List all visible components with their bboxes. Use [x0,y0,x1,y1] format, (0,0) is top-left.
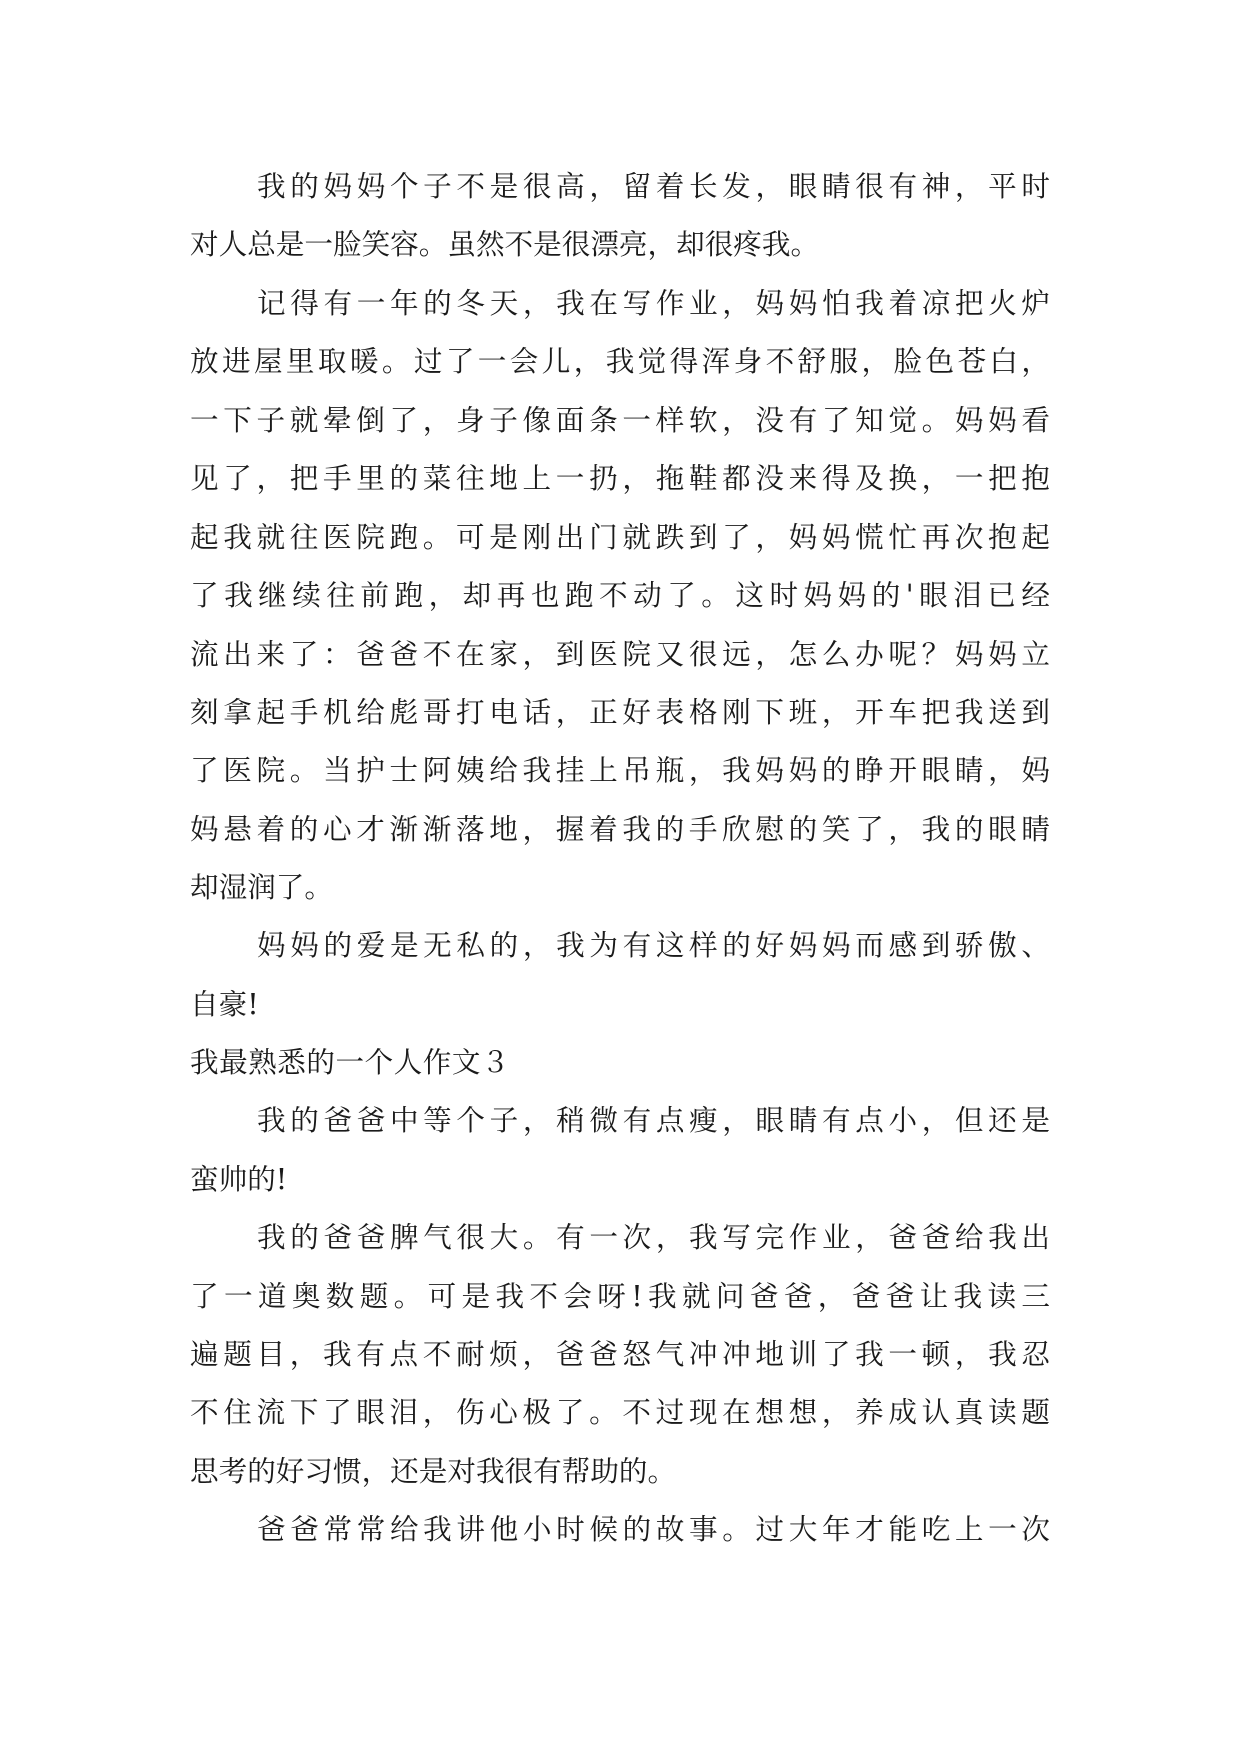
text-line: 却湿润了。 [190,870,333,904]
text-line: 妈妈的爱是无私的，我为有这样的好妈妈而感到骄傲、 [257,928,1050,962]
text-line: 思考的好习惯，还是对我很有帮助的。 [190,1454,677,1488]
text-line: 流出来了：爸爸不在家，到医院又很远，怎么办呢？妈妈立 [190,637,1050,671]
text-line: 爸爸常常给我讲他小时候的故事。过大年才能吃上一次 [257,1512,1050,1546]
text-line: 了我继续往前跑，却再也跑不动了。这时妈妈的'眼泪已经 [190,578,1050,612]
text-line: 放进屋里取暖。过了一会儿，我觉得浑身不舒服，脸色苍白， [190,344,1050,378]
text-line: 妈悬着的心才渐渐落地，握着我的手欣慰的笑了，我的眼睛 [190,812,1050,846]
text-line: 对人总是一脸笑容。虽然不是很漂亮，却很疼我。 [190,227,820,261]
text-line: 我的爸爸中等个子，稍微有点瘦，眼睛有点小，但还是 [257,1103,1050,1137]
text-line: 起我就往医院跑。可是刚出门就跌到了，妈妈慌忙再次抱起 [190,520,1050,554]
text-line: 了医院。当护士阿姨给我挂上吊瓶，我妈妈的睁开眼睛，妈 [190,753,1050,787]
text-line: 我的妈妈个子不是很高，留着长发，眼睛很有神，平时 [257,169,1050,203]
section-heading: 我最熟悉的一个人作文３ [190,1045,511,1079]
text-line: 刻拿起手机给彪哥打电话，正好表格刚下班，开车把我送到 [190,695,1050,729]
text-line: 自豪! [190,987,259,1021]
text-line: 见了，把手里的菜往地上一扔，拖鞋都没来得及换，一把抱 [190,461,1050,495]
text-line: 遍题目，我有点不耐烦，爸爸怒气冲冲地训了我一顿，我忍 [190,1337,1050,1371]
text-line: 不住流下了眼泪，伤心极了。不过现在想想，养成认真读题 [190,1395,1050,1429]
text-line: 蛮帅的! [190,1162,288,1196]
text-line: 我的爸爸脾气很大。有一次，我写完作业，爸爸给我出 [257,1220,1050,1254]
text-line: 记得有一年的冬天，我在写作业，妈妈怕我着凉把火炉 [257,286,1050,320]
text-line: 了一道奥数题。可是我不会呀!我就问爸爸，爸爸让我读三 [190,1279,1050,1313]
text-line: 一下子就晕倒了，身子像面条一样软，没有了知觉。妈妈看 [190,403,1050,437]
